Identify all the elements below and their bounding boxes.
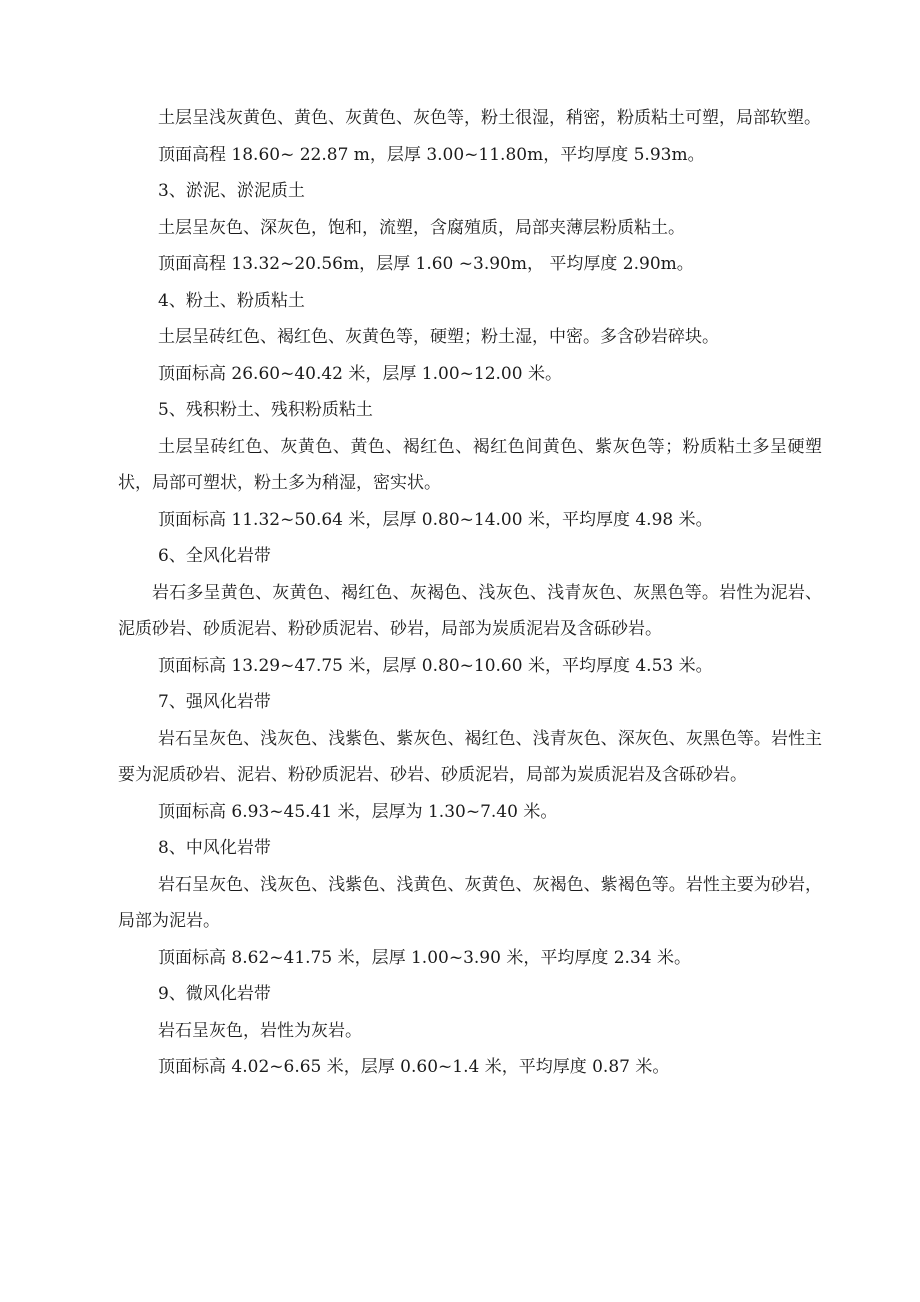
paragraph-elevation: 顶面高程 13.32~20.56m，层厚 1.60 ~3.90m， 平均厚度 2.90m。 [158, 254, 694, 274]
paragraph-elevation: 顶面标高 26.60~40.42 米，层厚 1.00~12.00 米。 [158, 363, 562, 384]
paragraph-elevation: 顶面标高 8.62~41.75 米，层厚 1.00~3.90 米，平均厚度 2.34 米。 [158, 947, 691, 968]
paragraph-rock-description: 岩石多呈黄色、灰黄色、褐红色、灰褐色、浅灰色、浅青灰色、灰黑色等。岩性为泥岩、泥质砂岩、砂质泥岩、粉砂质泥岩、砂岩，局部为炭质泥岩及含砾砂岩。 [118, 582, 822, 639]
paragraph-elevation: 顶面高程 18.60~ 22.87 m，层厚 3.00~11.80m，平均厚度 5.93m。 [158, 144, 705, 165]
section-heading-7: 7、强风化岩带 [158, 692, 271, 712]
paragraph-elevation: 顶面标高 4.02~6.65 米，层厚 0.60~1.4 米，平均厚度 0.87 米。 [158, 1057, 670, 1077]
paragraph-elevation: 顶面标高 11.32~50.64 米，层厚 0.80~14.00 米，平均厚度 4.98 米。 [158, 509, 713, 530]
paragraph-soil-description: 土层呈浅灰黄色、黄色、灰黄色、灰色等，粉土很湿，稍密，粉质粘土可塑，局部软塑。 [158, 108, 821, 128]
document-body [118, 100, 822, 1086]
section-heading-6: 6、全风化岩带 [158, 546, 271, 566]
paragraph-soil-description: 土层呈砖红色、灰黄色、黄色、褐红色、褐红色间黄色、紫灰色等；粉质粘土多呈硬塑状，局部可塑状，粉土多为稍湿，密实状。 [118, 436, 822, 493]
paragraph-elevation: 顶面标高 13.29~47.75 米，层厚 0.80~10.60 米，平均厚度 4.53 米。 [158, 655, 713, 676]
paragraph-rock-description: 岩石呈灰色、浅灰色、浅紫色、紫灰色、褐红色、浅青灰色、深灰色、灰黑色等。岩性主要为泥质砂岩、泥岩、粉砂质泥岩、砂岩、砂质泥岩，局部为炭质泥岩及含砾砂岩。 [118, 728, 822, 785]
paragraph-soil-description: 土层呈砖红色、褐红色、灰黄色等，硬塑；粉土湿，中密。多含砂岩碎块。 [158, 327, 719, 347]
paragraph-soil-description: 土层呈灰色、深灰色，饱和，流塑，含腐殖质，局部夹薄层粉质粘土。 [158, 217, 685, 238]
paragraph-elevation: 顶面标高 6.93~45.41 米，层厚为 1.30~7.40 米。 [158, 801, 558, 822]
section-heading-9: 9、微风化岩带 [158, 984, 271, 1004]
section-heading-8: 8、中风化岩带 [158, 838, 271, 858]
paragraph-rock-description: 岩石呈灰色、浅灰色、浅紫色、浅黄色、灰黄色、灰褐色、紫褐色等。岩性主要为砂岩，局部为泥岩。 [118, 874, 822, 931]
section-heading-3: 3、淤泥、淤泥质土 [158, 181, 305, 201]
paragraph-rock-description: 岩石呈灰色，岩性为灰岩。 [158, 1020, 362, 1041]
section-heading-4: 4、粉土、粉质粘土 [158, 290, 305, 311]
section-heading-5: 5、残积粉土、残积粉质粘土 [158, 400, 373, 420]
